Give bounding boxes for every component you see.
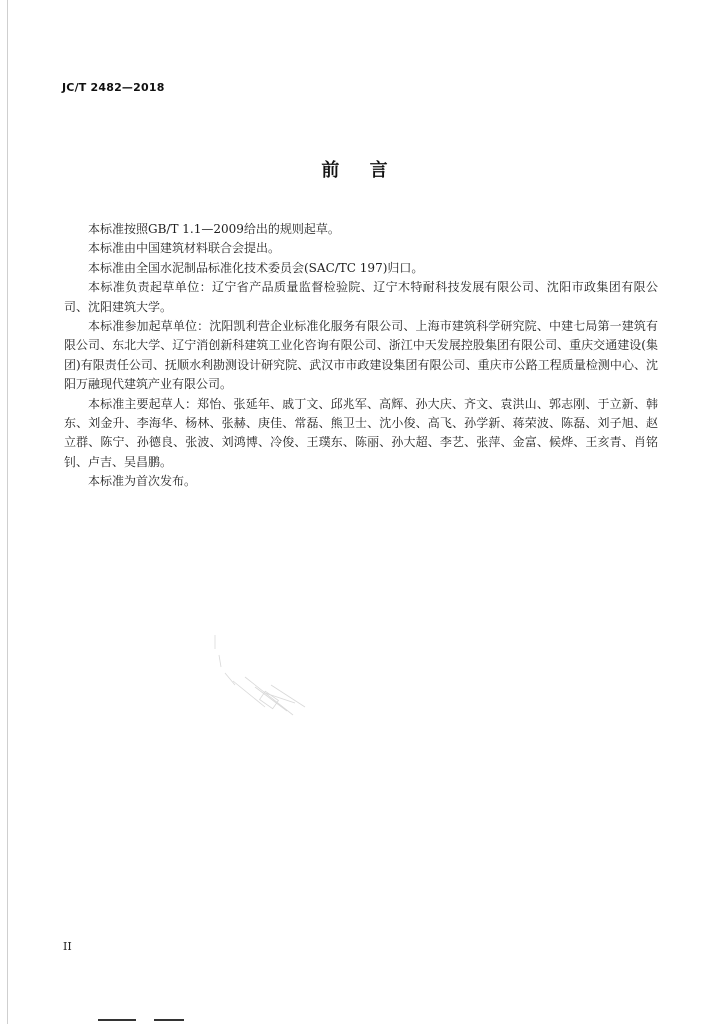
bottom-edge-marks [98, 1019, 198, 1024]
foreword-body [64, 220, 658, 492]
paragraph-proposer: 本标准由中国建筑材料联合会提出。 [88, 241, 281, 256]
page-edge-line [7, 0, 8, 1024]
standard-code: JC/T 2482—2018 [62, 81, 165, 94]
paragraph-first-release: 本标准为首次发布。 [88, 474, 197, 489]
paragraph-main-authors: 本标准主要起草人：郑怡、张延年、戚丁文、邱兆军、高辉、孙大庆、齐文、袁洪山、郭志刚、于立新、韩东、刘金升、李海华、杨林、张赫、庚佳、常磊、熊卫士、沈小俊、高飞、孙学新、蒋荣波、陈磊、刘子旭、赵立群、陈宁、孙德良、张波、刘鸿博、冷俊、王璞东、陈丽、孙大超、李艺、张萍、金富、候烨、王亥青、肖铭钊、卢吉、吴昌鹏。 [64, 396, 658, 469]
page-title: 前 言 [321, 160, 400, 181]
paragraph-participating-drafters: 本标准参加起草单位：沈阳凯利营企业标准化服务有限公司、上海市建筑科学研究院、中建七局第一建筑有限公司、东北大学、辽宁消创新科建筑工业化咨询有限公司、浙江中天发展控股集团有限公司、重庆交通建设(集团)有限责任公司、抚顺水利勘测设计研究院、武汉市市政建设集团有限公司、重庆市公路工程质量检测中心、沈阳万融现代建筑产业有限公司。 [64, 319, 658, 392]
paragraph-lead-drafters: 本标准负责起草单位：辽宁省产品质量监督检验院、辽宁木特耐科技发展有限公司、沈阳市政集团有限公司、沈阳建筑大学。 [64, 280, 658, 314]
page-number: II [63, 940, 72, 953]
paragraph-administrator: 本标准由全国水泥制品标准化技术委员会(SAC/TC 197)归口。 [88, 260, 424, 275]
faint-stamp-mark [205, 615, 315, 725]
paragraph-drafting-rules: 本标准按照GB/T 1.1—2009给出的规则起草。 [88, 222, 340, 236]
